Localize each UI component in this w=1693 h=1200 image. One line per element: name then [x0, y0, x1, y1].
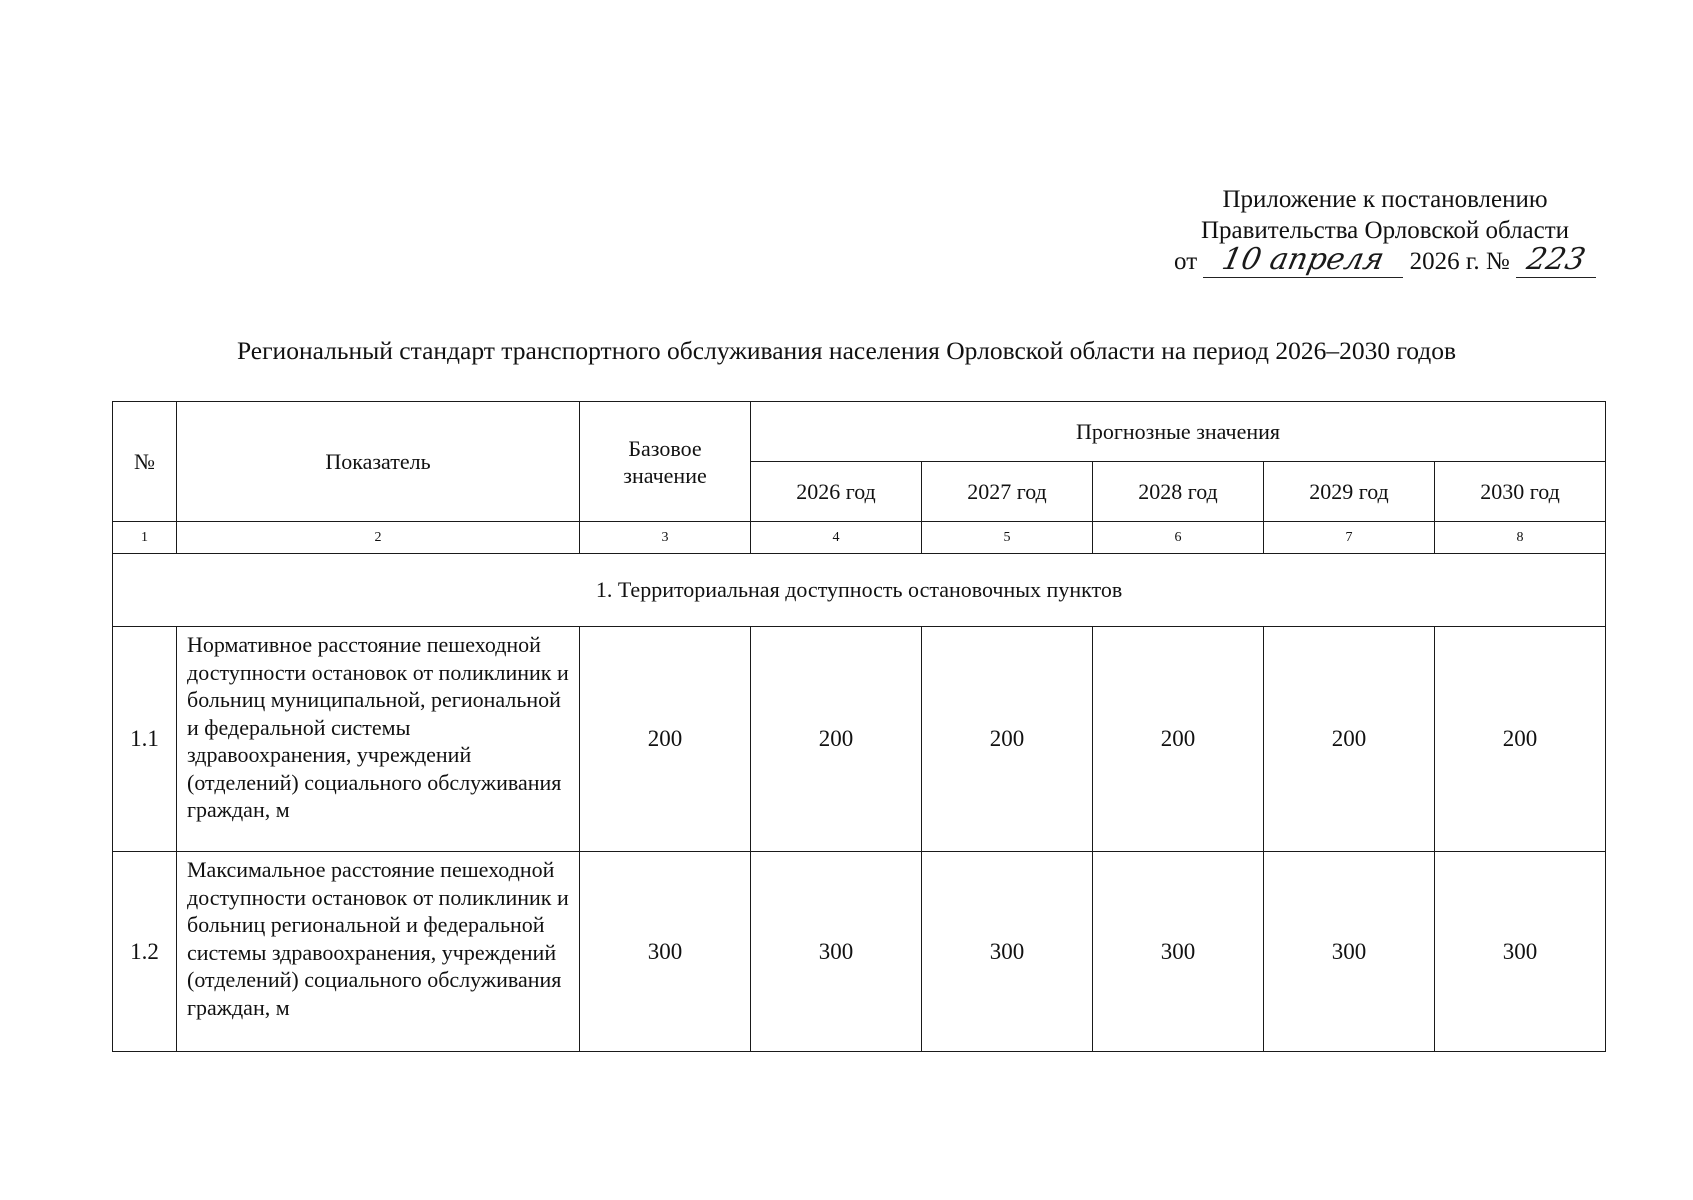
header-year: 2028 год — [1093, 462, 1264, 522]
appendix-header — [1150, 184, 1620, 278]
column-number: 2 — [177, 522, 580, 554]
row-value: 200 — [580, 627, 751, 852]
row-value: 300 — [751, 852, 922, 1052]
header-forecast: Прогнозные значения — [751, 402, 1606, 462]
section-title: 1. Территориальная доступность остановочных пунктов — [113, 554, 1606, 627]
row-value: 300 — [580, 852, 751, 1052]
document-title: Региональный стандарт транспортного обслуживания населения Орловской области на период 2026–2030 годов — [236, 336, 1457, 365]
header-indicator: Показатель — [177, 402, 580, 522]
table-row — [113, 852, 1606, 1052]
header-year: 2029 год — [1264, 462, 1435, 522]
row-indicator: Нормативное расстояние пешеходной доступности остановок от поликлиник и больниц муниципальной, региональной и федеральной системы здравоохранения, учреждений (отделений) социального обслуживания граждан, м — [177, 627, 580, 852]
row-value: 200 — [1264, 627, 1435, 852]
row-num: 1.1 — [113, 627, 177, 852]
table-row — [113, 627, 1606, 852]
header-num: № — [113, 402, 177, 522]
date-prefix: от — [1174, 248, 1198, 275]
appendix-date-line — [1150, 242, 1620, 278]
row-value: 300 — [922, 852, 1093, 1052]
header-base — [580, 402, 751, 522]
appendix-line-2: Правительства Орловской области — [1200, 217, 1570, 244]
column-number: 3 — [580, 522, 751, 554]
column-number: 7 — [1264, 522, 1435, 554]
column-number: 1 — [113, 522, 177, 554]
row-value: 200 — [1093, 627, 1264, 852]
handwritten-number: 223 — [1516, 246, 1596, 278]
column-number: 5 — [922, 522, 1093, 554]
row-value: 300 — [1093, 852, 1264, 1052]
row-value: 300 — [1435, 852, 1606, 1052]
handwritten-date: 10 апреля — [1203, 246, 1403, 278]
appendix-line-1: Приложение к постановлению — [1222, 186, 1548, 213]
row-num: 1.2 — [113, 852, 177, 1052]
row-value: 200 — [1435, 627, 1606, 852]
column-number: 8 — [1435, 522, 1606, 554]
column-number: 6 — [1093, 522, 1264, 554]
year-text: 2026 г. № — [1409, 248, 1510, 275]
column-number: 4 — [751, 522, 922, 554]
standard-table — [112, 401, 1606, 1052]
row-value: 200 — [751, 627, 922, 852]
header-year: 2030 год — [1435, 462, 1606, 522]
section-row — [113, 554, 1606, 627]
row-value: 300 — [1264, 852, 1435, 1052]
header-year: 2026 год — [751, 462, 922, 522]
row-value: 200 — [922, 627, 1093, 852]
header-year: 2027 год — [922, 462, 1093, 522]
header-row — [113, 402, 1606, 462]
column-number-row — [113, 522, 1606, 554]
row-indicator: Максимальное расстояние пешеходной доступности остановок от поликлиник и больниц региональной и федеральной системы здравоохранения, учреждений (отделений) социального обслуживания граждан, м — [177, 852, 580, 1052]
header-base-text: Базовое значение — [623, 435, 707, 488]
